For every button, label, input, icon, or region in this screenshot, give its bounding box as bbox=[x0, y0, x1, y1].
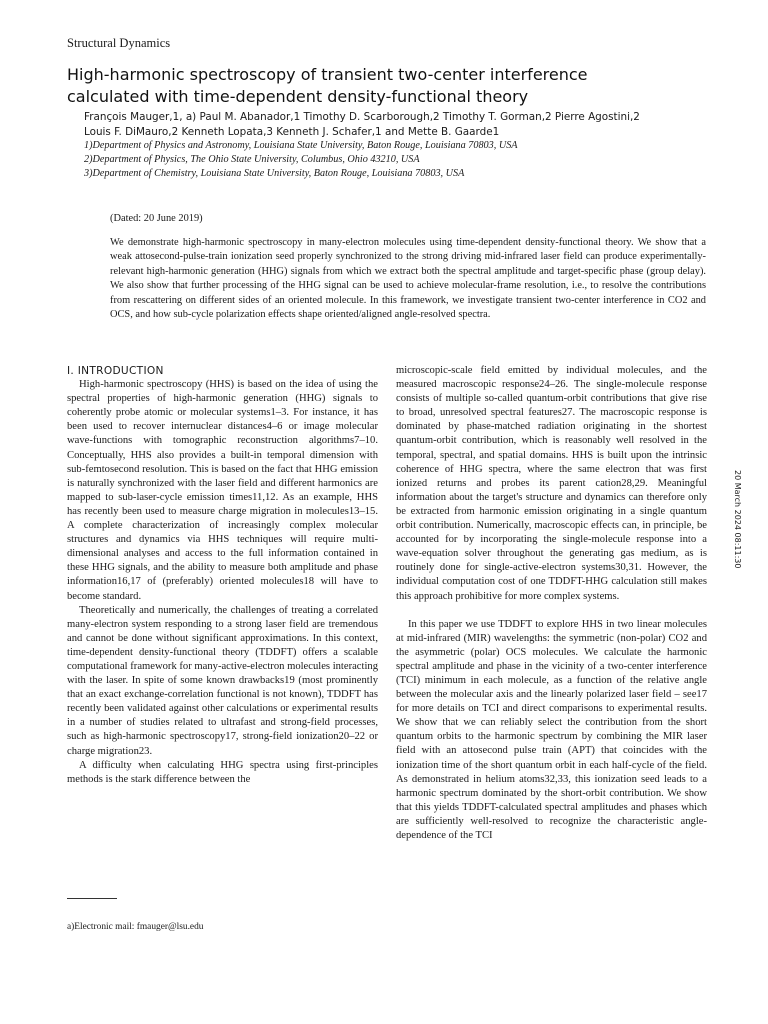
arxiv-side-stamp: 20 March 2024 08:11:30 bbox=[733, 470, 742, 569]
abstract: We demonstrate high-harmonic spectroscopy in many-electron molecules using time-dependent density-functional theory. We show that a weak attosecond-pulse-train ionization seed properly synchronized to the strong driving mid-infrared laser field can produce experimentally-relevant high-harmonic generation (HHG) signals from which we extract both the spectral amplitude and target-specific phase (group delay). We also show that further processing of the HHG signal can be used to achieve molecular-frame resolution, i.e., to resolve the contributions from rescattering on different sides of an oriented molecule. In this framework, we investigate transient two-center interference in CO2 and OCS, and how sub-cycle polarization effects shape oriented/aligned angle-resolved spectra. bbox=[110, 237, 706, 321]
title-line-1: High-harmonic spectroscopy of transient two-center interference bbox=[67, 65, 588, 84]
footnote: a)Electronic mail: fmauger@lsu.edu bbox=[67, 922, 204, 932]
paragraph: A difficulty when calculating HHG spectra using first-principles methods is the stark difference between the bbox=[67, 759, 378, 785]
journal-name: Structural Dynamics bbox=[67, 36, 171, 50]
paragraph: In this paper we use TDDFT to explore HHS in two linear molecules at mid-infrared (MIR) wavelengths: the symmetric (non-polar) CO2 and the asymmetric (polar) OCS molecules. We calculate the harmonic spectral amplitude and phase in the vicinity of a two-center interference (TCI) minimum in each molecule, as a function of the relative angle between the molecular axis and the linearly polarized laser field – see17 for more details on TCI and direct comparisons to experimental results. We show that we can reliably select the contribution from the short quantum orbits to the harmonic spectrum by combining the MIR laser field with an attosecond pulse train (APT) that coincides with the ionization time of the short quantum orbit in each half-cycle of the field. As demonstrated in helium atoms32,33, this ionization seed leads to a harmonic spectrum dominated by the short-orbit contribution. We show that this yields TDDFT-calculated spectral amplitudes and phases which are sufficiently well-resolved to recognize the characteristic angle-dependence of the TCI bbox=[396, 618, 707, 841]
section-heading: I. INTRODUCTION bbox=[67, 365, 164, 377]
footnote-divider bbox=[67, 898, 117, 899]
paragraph: Theoretically and numerically, the challenges of treating a correlated many-electron system responding to a strong laser field are tremendous and cannot be done without significant approximations. In this context, time-dependent density-functional theory (TDDFT) offers a scalable computational framework for many-active-electron molecules interacting with the laser. In spite of some known drawbacks19 (most prominently that an exact exchange-correlation functional is not known), TDDFT has recently been validated against other calculations or experimental results in a number of studies related to ultrafast and strong-field processes, such as high-harmonic spectroscopy17, strong-field ionization20–22 or charge migration23. bbox=[67, 604, 378, 757]
affiliation-1: 1)Department of Physics and Astronomy, Louisiana State University, Baton Rouge, Louisiana 70803, USA bbox=[84, 140, 518, 151]
title-line-2: calculated with time-dependent density-functional theory bbox=[67, 87, 529, 106]
left-column bbox=[67, 364, 378, 787]
paragraph: High-harmonic spectroscopy (HHS) is based on the idea of using the spectral properties of high-harmonic generation (HHG) signals to coherently probe atomic or molecular systems1–3. For instance, it has been used to recover internuclear distances4–6 or image molecular wave-functions with tomographic reconstruction algorithms7–10. Conceptually, HHS also provides a built-in temporal dimension with sub-femtosecond resolution. This is based on the fact that HHG emission is naturally synchronized with the laser field and different harmonics are mapped to sub-laser-cycle emission times11,12. As an example, HHS has recently been used to measure charge migration in molecules13–15. A complete characterization of increasingly complex molecular structures and dynamics via HHS techniques will require multi-dimensional analyses and access to the full information contained in these HHG signals, and the ability to measure both amplitude and phase information16,17 of (preferably) oriented molecules18 will have to become standard. bbox=[67, 379, 378, 602]
authors-line-2: Louis F. DiMauro,2 Kenneth Lopata,3 Kenneth J. Schafer,1 and Mette B. Gaarde1 bbox=[84, 125, 500, 138]
affiliation-3: 3)Department of Chemistry, Louisiana State University, Baton Rouge, Louisiana 70803, USA bbox=[84, 168, 465, 179]
affiliation-2: 2)Department of Physics, The Ohio State University, Columbus, Ohio 43210, USA bbox=[84, 154, 420, 165]
paragraph: microscopic-scale field emitted by individual molecules, and the measured macroscopic response24–26. The single-molecule response consists of multiple so-called quantum-orbit contributions that give rise to broad, unresolved spectral features27. The macroscopic response is dominated by phase-matched radiation originating in the shortest quantum-orbit contribution, which is reasonably well resolved in the temporal, spectral, and spatial domains. HHS is built upon the intrinsic coherence of HHG spectra, where the same electron that was first ionized returns and probes its parent cation28,29. Meaningful information about the target's structure and dynamics can therefore only be extracted from harmonic emission originating in a single quantum orbit contribution. Numerically, macroscopic effects can, in principle, be accounted for by incorporating the single-molecule response into a wave-equation solver throughout the generating gas medium, as is routinely done for single-active-electron systems30,31. However, the individual computation cost of one TDDFT-HHG calculation still makes this approach prohibitive for more complex systems. bbox=[396, 365, 707, 602]
affiliations bbox=[84, 139, 684, 181]
right-column bbox=[396, 364, 707, 843]
paper-title bbox=[67, 64, 717, 108]
author-list bbox=[84, 110, 704, 139]
authors-line-1: François Mauger,1, a) Paul M. Abanador,1 Timothy D. Scarborough,2 Timothy T. Gorman,2 Pierre Agostini,2 bbox=[84, 111, 640, 123]
dated-line: (Dated: 20 June 2019) bbox=[110, 213, 203, 224]
